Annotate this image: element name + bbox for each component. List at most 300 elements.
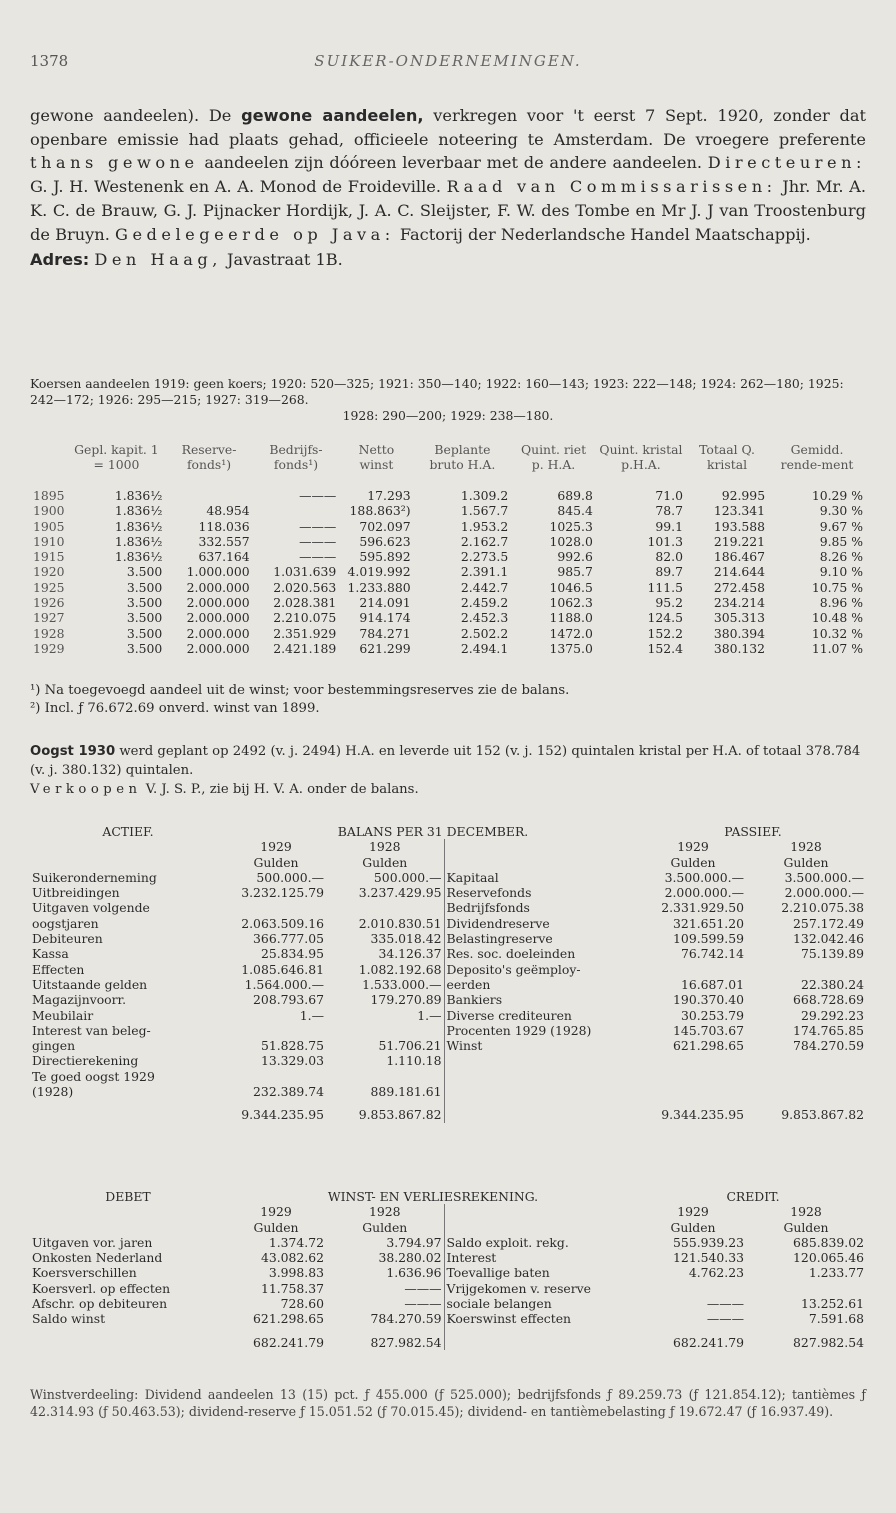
account-label: gingen [32, 1038, 76, 1054]
account-value [640, 1069, 746, 1084]
account-value [326, 1023, 444, 1038]
stats-header-cell: Totaal Q. kristal [699, 442, 755, 472]
account-value: 174.765.85 [793, 1022, 864, 1038]
account-value: 7.591.68 [808, 1311, 864, 1327]
spaced-term: thans gewone [30, 153, 199, 173]
winstverlies-row [30, 1296, 866, 1311]
stats-cell: 1025.3 [549, 518, 593, 534]
stats-row [30, 519, 866, 534]
account-value [226, 1069, 326, 1084]
harvest-paragraph [30, 742, 866, 780]
account-label: Effecten [32, 961, 85, 977]
stats-cell: 914.174 [359, 610, 411, 626]
stats-cell: 2.442.7 [460, 579, 509, 595]
balans-row [30, 931, 866, 946]
balance-sheet [30, 824, 866, 1123]
harvest-section [30, 742, 866, 799]
running-title: SUIKER-ONDERNEMINGEN. [314, 52, 582, 70]
balans-row [30, 946, 866, 961]
stats-year: 1905 [33, 518, 65, 534]
account-value [746, 962, 866, 977]
account-value [640, 1281, 746, 1296]
account-value: 34.126.37 [326, 946, 444, 961]
profit-distribution-text: Winstverdeeling: Dividend aandeelen 13 (15) pct. ƒ 455.000 (ƒ 525.000); bedrijfsfonds ƒ 89.259.73 (ƒ 121.854.12); tantièmes ƒ 42.314.93 (ƒ 50.463.53); dividend-reserve ƒ 15.051.52 (ƒ 70.015.45); dividend- en tantièmebelasting ƒ 19.672.47 (ƒ 16.937.49). [30, 1387, 866, 1419]
stats-cell: 2.000.000 [186, 610, 250, 626]
stats-row [30, 610, 866, 625]
stats-cell: 845.4 [557, 503, 593, 519]
stats-cell: 101.3 [647, 533, 683, 549]
stats-header-cell [30, 442, 68, 488]
stats-cell [253, 503, 340, 518]
gewone-aandeelen-heading: gewone aandeelen, [241, 106, 424, 125]
total-value: 682.241.79 [673, 1334, 744, 1350]
stats-cell: 2.000.000 [186, 625, 250, 641]
winstverlies-row [30, 1235, 866, 1250]
stats-cell: 11.07 % [811, 640, 863, 656]
currency-label: Gulden [783, 854, 829, 870]
running-header [0, 52, 896, 74]
account-value: 232.389.74 [253, 1084, 324, 1100]
stats-cell: 1.836½ [114, 518, 163, 534]
account-value: 38.280.02 [326, 1250, 444, 1265]
stats-cell: 118.036 [198, 518, 250, 534]
stats-header-cell: Gemidd. rende-ment [780, 442, 854, 472]
stats-cell: 1375.0 [549, 640, 593, 656]
stats-cell: 3.500 [126, 625, 163, 641]
intro-text: gewone aandeelen). De [30, 106, 242, 125]
intro-paragraph [30, 104, 866, 246]
stats-cell: 92.995 [721, 488, 766, 503]
account-label: Winst [446, 1038, 483, 1054]
stats-row [30, 595, 866, 610]
stats-cell: 2.000.000 [186, 579, 250, 595]
account-label: Vrijgekomen v. reserve [446, 1280, 592, 1296]
pl-currency-row [30, 1220, 866, 1235]
stats-year: 1895 [33, 488, 65, 503]
stats-year: 1910 [33, 533, 65, 549]
gedelegeerde-label: Gedelegeerde op Java: [115, 224, 395, 244]
account-value: 190.370.40 [673, 992, 744, 1008]
year-1929: 1929 [677, 1204, 709, 1220]
stats-year: 1927 [33, 610, 65, 626]
balans-title: BALANS PER 31 DECEMBER. [337, 824, 529, 839]
account-value: 1.374.72 [268, 1234, 324, 1250]
balans-row [30, 962, 866, 977]
account-value [640, 962, 746, 977]
stats-cell: 332.557 [198, 533, 250, 549]
stats-cell: 1.031.639 [273, 564, 337, 580]
account-value: 3.794.97 [326, 1235, 444, 1250]
account-label: Bankiers [446, 992, 503, 1008]
stats-cell: 8.96 % [819, 595, 863, 611]
stats-cell: 305.313 [713, 610, 766, 626]
account-label: Bedrijfsfonds [446, 900, 530, 916]
debet-title: DEBET [105, 1189, 151, 1204]
balans-row [30, 1038, 866, 1053]
account-value: 25.834.95 [260, 946, 324, 962]
account-label: Res. soc. doeleinden [446, 946, 576, 962]
stats-cell: 78.7 [655, 503, 683, 519]
stats-cell: 89.7 [655, 564, 683, 580]
balans-row [30, 885, 866, 900]
account-label [444, 1053, 640, 1068]
account-value: 3.998.83 [268, 1265, 324, 1281]
stats-header-cell: Gepl. kapit. 1 = 1000 [74, 442, 159, 472]
account-label: Saldo exploit. rekg. [446, 1234, 569, 1250]
account-value: 784.270.59 [793, 1038, 864, 1054]
intro-text: aandeelen zijn dóóreen leverbaar met de andere aandeelen. [198, 153, 708, 173]
account-value: 16.687.01 [680, 976, 744, 992]
stats-cell: 2.162.7 [460, 533, 509, 549]
account-value [326, 900, 444, 915]
currency-label: Gulden [783, 1219, 829, 1235]
account-value: 1.— [326, 1008, 444, 1023]
stats-cell: 1.567.7 [460, 503, 509, 519]
account-value: 29.292.23 [800, 1007, 864, 1023]
stats-header-cell: Netto winst [358, 442, 395, 472]
account-label: Uitbreidingen [32, 885, 120, 901]
stats-cell: 702.097 [359, 518, 411, 534]
account-value: 121.540.33 [673, 1250, 744, 1266]
account-label: Koersverl. op effecten [32, 1280, 171, 1296]
account-label: Directierekening [32, 1053, 139, 1069]
stats-cell: 3.500 [126, 640, 163, 656]
account-value: 179.270.89 [326, 992, 444, 1007]
stats-cell: 380.394 [713, 625, 766, 641]
stats-cell: 8.26 % [819, 549, 863, 565]
actief-title: ACTIEF. [102, 824, 154, 839]
account-label: Uitgaven volgende [32, 900, 150, 916]
stats-row [30, 626, 866, 641]
currency-label: Gulden [253, 1219, 299, 1235]
account-value [746, 1069, 866, 1084]
gedelegeerde-name: Factorij der Nederlandsche Handel Maatschappij. [394, 224, 811, 244]
stats-cell: 2.273.5 [460, 549, 509, 565]
profit-loss-account [30, 1189, 866, 1350]
stats-cell: 2.421.189 [273, 640, 337, 656]
account-label: sociale belangen [446, 1296, 552, 1312]
total-value: 9.853.867.82 [781, 1107, 864, 1123]
balance-totals-row [30, 1099, 866, 1122]
winstverlies-row [30, 1281, 866, 1296]
stats-cell: 17.293 [367, 488, 411, 503]
account-value: 500.000.— [326, 870, 444, 885]
stats-cell: 186.467 [713, 549, 766, 565]
account-value: 208.793.67 [253, 992, 324, 1008]
account-value: 1.564.000.— [244, 976, 324, 992]
stats-cell: 10.29 % [811, 488, 863, 503]
account-label: Debiteuren [32, 931, 103, 947]
account-label: Diverse crediteuren [446, 1007, 572, 1023]
account-value: 1.— [299, 1007, 324, 1023]
stats-cell: 214.091 [359, 595, 411, 611]
account-value: 13.329.03 [260, 1053, 324, 1069]
account-label: Te goed oogst 1929 [32, 1068, 155, 1084]
stats-header-cell: Quint. riet p. H.A. [520, 442, 587, 472]
stats-year: 1926 [33, 595, 65, 611]
year-1928: 1928 [790, 839, 822, 855]
currency-label: Gulden [253, 854, 299, 870]
account-value [746, 1053, 866, 1068]
account-label: Onkosten Nederland [32, 1250, 163, 1266]
page-number: 1378 [30, 52, 69, 70]
account-label: Suikeronderneming [32, 869, 157, 885]
account-value: 145.703.67 [673, 1022, 744, 1038]
account-label: Belastingreserve [446, 931, 553, 947]
account-value: 1.533.000.— [326, 977, 444, 992]
intro-text: verkregen voor 't eerst 7 Sept. 1920, zonder dat openbare emissie had plaats gehad, officieele noteering te Amsterdam. De vroegere preferente [30, 106, 867, 149]
stats-row [30, 488, 866, 503]
stats-cell: ——— [299, 488, 337, 503]
balans-row [30, 900, 866, 915]
stats-cell: 1472.0 [549, 625, 593, 641]
account-value: 1.636.96 [326, 1265, 444, 1280]
directeuren-label: Directeuren: [707, 153, 866, 173]
footnote-1: ¹) Na toegevoegd aandeel uit de winst; voor bestemmingsreserves zie de balans. [30, 683, 570, 698]
stats-cell: 9.85 % [819, 533, 863, 549]
account-value: 2.331.929.50 [661, 900, 744, 916]
koersen-line: Koersen aandeelen 1919: geen koers; 1920: 520—325; 1921: 350—140; 1922: 160—143; 1923: 222—148; 1924: 262—180; 1925: 242—172; 1926: 295—215; 1927: 319—268. [30, 376, 844, 407]
account-value: 3.232.125.79 [241, 885, 324, 901]
winstverlies-row [30, 1265, 866, 1280]
total-value: 9.344.235.95 [661, 1107, 744, 1123]
account-value [226, 900, 326, 915]
pl-title-row [30, 1189, 866, 1204]
account-label: Interest [446, 1250, 497, 1266]
account-value: ——— [326, 1296, 444, 1311]
stats-row [30, 580, 866, 595]
account-value: 43.082.62 [260, 1250, 324, 1266]
account-value [226, 1023, 326, 1038]
stats-cell: 1046.5 [549, 579, 593, 595]
stats-cell: 1.309.2 [460, 488, 509, 503]
stats-cell [165, 488, 252, 503]
stats-cell: ——— [299, 518, 337, 534]
commissarissen-names: Jhr. Mr. A. K. C. de Brauw, G. J. Pijnacker Hordijk, J. A. C. Sleijster, F. W. des Tombe en Mr J. J van Troostenburg de Bruyn. [30, 177, 866, 244]
account-label: Afschr. op debiteuren [32, 1296, 168, 1312]
account-value: 335.018.42 [326, 931, 444, 946]
balans-row [30, 916, 866, 931]
account-label: Kassa [32, 946, 69, 962]
account-value: 2.000.000.— [664, 885, 744, 901]
stats-cell: 152.2 [647, 625, 683, 641]
stats-cell: 82.0 [655, 549, 683, 565]
stats-cell: 2.452.3 [460, 610, 509, 626]
stats-cell: 3.500 [126, 595, 163, 611]
account-value: 3.500.000.— [664, 869, 744, 885]
account-value: 76.742.14 [680, 946, 744, 962]
account-value: 11.758.37 [260, 1280, 324, 1296]
stats-cell: 214.644 [713, 564, 766, 580]
stats-cell: 2.459.2 [460, 595, 509, 611]
stats-cell: 1.000.000 [186, 564, 250, 580]
total-value: 827.982.54 [793, 1334, 864, 1350]
stats-header-cell: Reserve-fonds¹) [181, 442, 237, 472]
account-value [326, 1069, 444, 1084]
address-line [30, 248, 866, 272]
stats-row [30, 641, 866, 656]
account-value: 2.210.075.38 [781, 900, 864, 916]
account-value: 51.706.21 [326, 1038, 444, 1053]
account-value: 51.828.75 [260, 1038, 324, 1054]
stats-cell: 985.7 [557, 564, 593, 580]
account-label: Koersverschillen [32, 1265, 137, 1281]
stats-cell: 784.271 [359, 625, 411, 641]
stats-year: 1929 [33, 640, 65, 656]
stats-cell: 10.75 % [811, 579, 863, 595]
stats-cell: 124.5 [647, 610, 683, 626]
stats-cell: 595.892 [359, 549, 411, 565]
stats-cell: 2.020.563 [273, 579, 337, 595]
balans-row [30, 1069, 866, 1084]
account-value [746, 1084, 866, 1099]
oogst-label: Oogst 1930 [30, 744, 116, 759]
verkoopen-label: Verkoopen [30, 782, 142, 797]
stats-row [30, 503, 866, 518]
stats-row [30, 564, 866, 579]
account-value: ——— [706, 1296, 744, 1312]
stats-cell: 1.836½ [114, 533, 163, 549]
account-label: Uitgaven vor. jaren [32, 1234, 153, 1250]
account-value: 75.139.89 [800, 946, 864, 962]
pl-totals-row [30, 1327, 866, 1350]
verkoopen-text: V. J. S. P., zie bij H. V. A. onder de balans. [141, 782, 419, 797]
balance-year-row [30, 839, 866, 854]
account-value: ——— [326, 1281, 444, 1296]
year-1928: 1928 [790, 1204, 822, 1220]
share-prices [30, 376, 866, 424]
account-value: 3.500.000.— [784, 869, 864, 885]
stats-cell: 188.863²) [349, 503, 411, 519]
account-value: 4.762.23 [688, 1265, 744, 1281]
account-value: 889.181.61 [326, 1084, 444, 1099]
account-value: 321.651.20 [673, 915, 744, 931]
stats-cell: 1.836½ [114, 549, 163, 565]
balans-row [30, 1023, 866, 1038]
stats-cell: 1.233.880 [347, 579, 411, 595]
account-value: 3.237.429.95 [326, 885, 444, 900]
stats-cell: 111.5 [647, 579, 683, 595]
account-value: ——— [706, 1311, 744, 1327]
account-label: Kapitaal [446, 869, 499, 885]
stats-cell: 48.954 [206, 503, 250, 519]
profit-distribution [30, 1386, 866, 1420]
stats-cell: 1.953.2 [460, 518, 509, 534]
currency-label: Gulden [670, 1219, 716, 1235]
winst-verlies-title: WINST- EN VERLIESREKENING. [327, 1189, 539, 1204]
account-value: 685.839.02 [793, 1234, 864, 1250]
account-value: 621.298.65 [253, 1311, 324, 1327]
balans-row [30, 977, 866, 992]
stats-cell: 272.458 [713, 579, 766, 595]
stats-cell: 10.48 % [811, 610, 863, 626]
account-value [746, 1281, 866, 1296]
stats-cell: 2.351.929 [273, 625, 337, 641]
adres-street: Javastraat 1B. [221, 250, 343, 270]
year-1929: 1929 [260, 1204, 292, 1220]
stats-cell: 3.500 [126, 564, 163, 580]
stats-cell: 2.028.381 [273, 595, 337, 611]
footnote-2: ²) Incl. ƒ 76.672.69 onverd. winst van 1899. [30, 700, 320, 716]
directeuren-names: G. J. H. Westenenk en A. A. Monod de Froideville. [30, 177, 447, 197]
stats-cell: 380.132 [713, 640, 766, 656]
balans-row [30, 1084, 866, 1099]
stats-header-cell: Bedrijfs-fonds¹) [269, 442, 323, 472]
stats-year: 1925 [33, 579, 65, 595]
footnotes [30, 682, 866, 717]
stats-cell: 1188.0 [549, 610, 593, 626]
year-1928: 1928 [326, 1204, 444, 1219]
balans-row [30, 1008, 866, 1023]
account-value: 784.270.59 [326, 1311, 444, 1326]
stats-cell: 3.500 [126, 579, 163, 595]
stats-cell: 1.836½ [114, 488, 163, 503]
stats-cell: 123.341 [713, 503, 766, 519]
stats-cell: 2.494.1 [460, 640, 509, 656]
koersen-line: 1928: 290—200; 1929: 238—180. [342, 408, 554, 423]
account-label: Procenten 1929 (1928) [446, 1022, 592, 1038]
year-1928: 1928 [326, 839, 444, 854]
account-label: Meubilair [32, 1007, 94, 1023]
account-value: 1.085.646.81 [241, 961, 324, 977]
total-value: 9.853.867.82 [326, 1099, 444, 1122]
stats-header-cell: Quint. kristal p.H.A. [599, 442, 683, 472]
stats-cell: 621.299 [359, 640, 411, 656]
stats-cell: ——— [299, 549, 337, 565]
account-label: Uitstaande gelden [32, 976, 148, 992]
balans-row [30, 870, 866, 885]
account-value [640, 1084, 746, 1099]
account-value: 132.042.46 [793, 931, 864, 947]
stats-cell: 95.2 [655, 595, 683, 611]
stats-cell: 10.32 % [811, 625, 863, 641]
currency-label: Gulden [326, 1220, 444, 1235]
account-label: Toevallige baten [446, 1265, 550, 1281]
currency-label: Gulden [670, 854, 716, 870]
account-label: Magazijnvoorr. [32, 992, 127, 1008]
stats-cell: 71.0 [655, 488, 683, 503]
account-value: 1.082.192.68 [326, 962, 444, 977]
credit-title: CREDIT. [726, 1189, 780, 1204]
stats-row [30, 534, 866, 549]
stats-cell: 9.30 % [819, 503, 863, 519]
passief-title: PASSIEF. [724, 824, 782, 839]
balance-currency-row [30, 855, 866, 870]
stats-year: 1900 [33, 503, 65, 519]
stats-cell: 4.019.992 [347, 564, 411, 580]
stats-cell: ——— [299, 533, 337, 549]
stats-cell: 152.4 [647, 640, 683, 656]
commissarissen-label: Raad van Commissarissen: [446, 177, 777, 197]
account-label: (1928) [32, 1084, 74, 1100]
oogst-text: werd geplant op 2492 (v. j. 2494) H.A. en leverde uit 152 (v. j. 152) quintalen kristal per H.A. of totaal 378.784 (v. j. 380.132) quintalen. [30, 744, 861, 778]
stats-row [30, 549, 866, 564]
account-value: 366.777.05 [253, 931, 324, 947]
account-value: 500.000.— [256, 869, 324, 885]
stats-cell: 992.6 [557, 549, 593, 565]
year-1929: 1929 [677, 839, 709, 855]
stats-cell: 1028.0 [549, 533, 593, 549]
stats-cell: 1062.3 [549, 595, 593, 611]
balans-row [30, 1053, 866, 1068]
account-label [444, 1084, 640, 1099]
sales-paragraph [30, 780, 866, 799]
account-label: Reservefonds [446, 885, 532, 901]
stats-cell: 2.391.1 [460, 564, 509, 580]
company-description [30, 104, 866, 272]
stats-cell: 99.1 [655, 518, 683, 534]
stats-year: 1915 [33, 549, 65, 565]
